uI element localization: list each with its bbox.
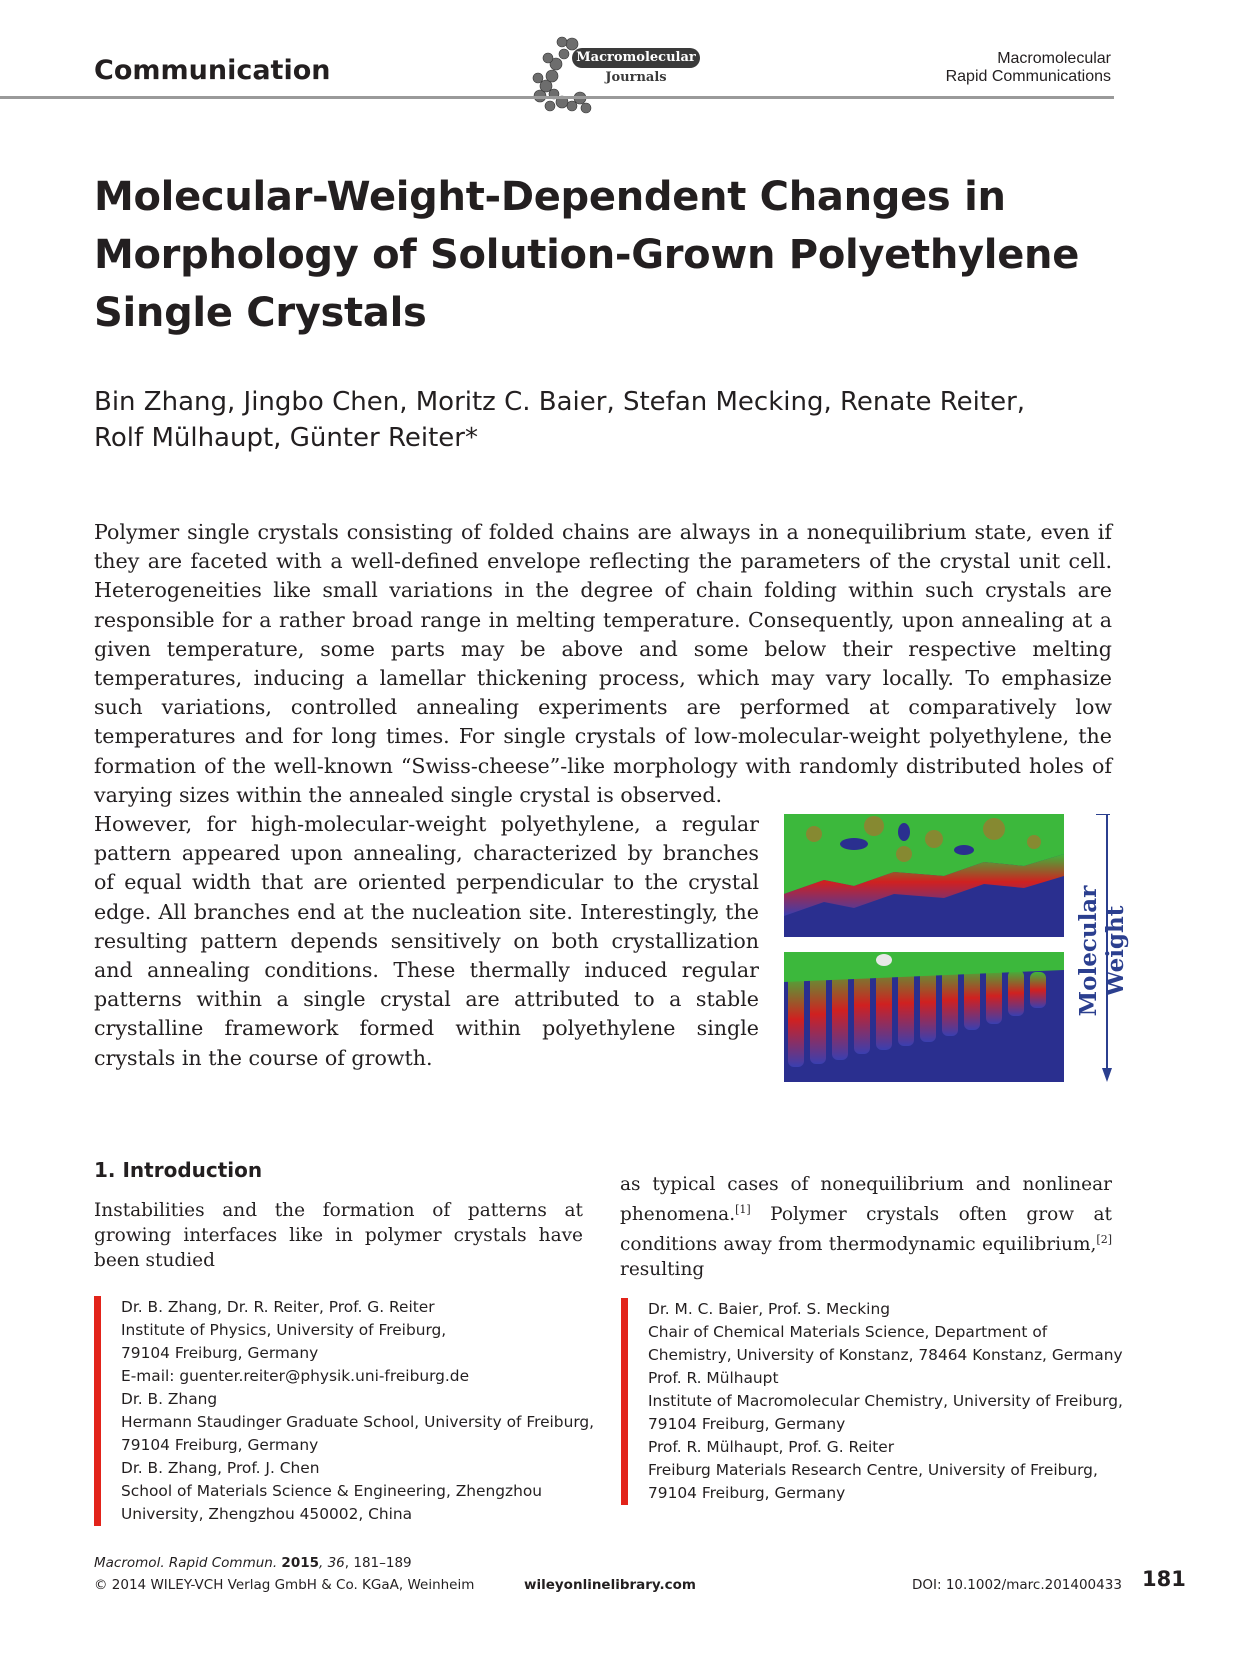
affiliation-line: 79104 Freiburg, Germany [648, 1415, 846, 1433]
abstract-part2: However, for high-molecular-weight polyethylene, a regular pattern appeared upon annealing, characterized by branches of equal width that are oriented perpendicular to the crystal edge. All branches end at the nucleation site. Interestingly, the resulting pattern depends sensitively on both crystallization and annealing conditions. These thermally induced regular patterns within a single crystal are attributed to a stable crystalline framework formed within polyethylene single crystals in the course of growth. [94, 812, 759, 1070]
section-label: Communication [94, 55, 331, 86]
intro-right-text-c: resulting [620, 1259, 705, 1281]
authors-line2: Rolf Mülhaupt, Günter Reiter* [94, 423, 478, 453]
affiliation-line: 79104 Freiburg, Germany [121, 1344, 319, 1362]
affiliations-right [621, 1298, 1121, 1505]
authors-line1: Bin Zhang, Jingbo Chen, Moritz C. Baier, Stefan Mecking, Renate Reiter, [94, 387, 1026, 417]
affiliation-line: Prof. R. Mülhaupt [648, 1369, 779, 1387]
afm-image-low-mw [784, 814, 1064, 937]
citation-year: 2015 [281, 1555, 319, 1571]
citation: Macromol. Rapid Commun. 2015, 36, 181–189 [94, 1555, 412, 1571]
reference-1[interactable]: [1] [735, 1203, 751, 1216]
page-number: 181 [1142, 1567, 1186, 1591]
journal-abbrev: Macromol. Rapid Commun. [94, 1555, 278, 1571]
logo-banner: Macromolecular [572, 48, 700, 68]
intro-right-column [620, 1172, 1112, 1282]
intro-left-column: Instabilities and the formation of patterns at growing interfaces like in polymer crystals have been studied [94, 1200, 583, 1271]
page-header [0, 0, 1241, 110]
author-list [94, 384, 1134, 456]
article-title: Molecular-Weight-Dependent Changes in Morphology of Solution-Grown Polyethylene Single Crystals [94, 174, 1080, 336]
toc-figure [784, 814, 1129, 1082]
affiliation-line: University, Zhengzhou 450002, China [121, 1505, 413, 1523]
journal-name [811, 50, 1111, 86]
journal-logo [520, 36, 700, 114]
affiliation-line: Dr. M. C. Baier, Prof. S. Mecking [648, 1300, 890, 1318]
affiliation-line: Dr. B. Zhang [121, 1390, 218, 1408]
affiliation-line: Freiburg Materials Research Centre, University of Freiburg, [648, 1461, 1098, 1479]
journal-name-line2: Rapid Communications [945, 68, 1111, 85]
doi-link[interactable]: DOI: 10.1002/marc.201400433 [912, 1577, 1122, 1593]
afm-image-high-mw [784, 952, 1064, 1082]
affiliation-line: Dr. B. Zhang, Dr. R. Reiter, Prof. G. Reiter [121, 1298, 435, 1316]
affiliation-line: Hermann Staudinger Graduate School, University of Freiburg, [121, 1413, 595, 1431]
copyright: © 2014 WILEY-VCH Verlag GmbH & Co. KGaA, Weinheim [94, 1577, 475, 1593]
affiliation-line: 79104 Freiburg, Germany [648, 1484, 846, 1502]
affiliation-line: Chair of Chemical Materials Science, Department of [648, 1323, 1048, 1341]
header-divider [0, 96, 1114, 99]
affiliation-line: Institute of Physics, University of Freiburg, [121, 1321, 447, 1339]
email-link[interactable]: E-mail: guenter.reiter@physik.uni-freiburg.de [121, 1367, 470, 1385]
affiliation-line: Prof. R. Mülhaupt, Prof. G. Reiter [648, 1438, 895, 1456]
affiliation-line: Chemistry, University of Konstanz, 78464 Konstanz, Germany [648, 1346, 1123, 1364]
abstract-part1: Polymer single crystals consisting of folded chains are always in a nonequilibrium state, even if they are faceted with a well-defined envelope reflecting the parameters of the crystal unit cell. Heterogeneities like small variations in the degree of chain folding within such crystals are responsible for a rather broad range in melting temperature. Consequently, upon annealing at a given temperature, some parts may be above and some below their respective melting temperatures, inducing a lamellar thickening process, which may vary locally. To emphasize such variations, controlled annealing experiments are performed at comparatively low temperatures and for long times. For single crystals of low-molecular-weight polyethylene, the formation of the well-known “Swiss-cheese”-like morphology with randomly distributed holes of varying sizes within the annealed single crystal is observed. [94, 520, 1112, 807]
journal-name-line1: Macromolecular [997, 50, 1111, 67]
intro-heading: 1. Introduction [94, 1158, 263, 1182]
intro-right-text-b: Polymer crystals often grow at conditions away from thermodynamic equilibrium, [620, 1204, 1112, 1256]
logo-subtitle: Journals [605, 70, 667, 85]
citation-volume: 36 [327, 1555, 345, 1571]
affiliation-line: Institute of Macromolecular Chemistry, University of Freiburg, [648, 1392, 1123, 1410]
molecular-weight-label: Molecular Weight [1075, 885, 1129, 1017]
affiliations-left [94, 1296, 594, 1526]
affiliation-line: 79104 Freiburg, Germany [121, 1436, 319, 1454]
website-link[interactable]: wileyonlinelibrary.com [524, 1577, 696, 1593]
citation-pages: , 181–189 [344, 1555, 412, 1571]
affiliation-line: School of Materials Science & Engineering, Zhengzhou [121, 1482, 543, 1500]
affiliation-line: Dr. B. Zhang, Prof. J. Chen [121, 1459, 320, 1477]
intro-right-text-a: as typical cases of nonequilibrium and nonlinear phenomena. [620, 1174, 1112, 1226]
reference-2[interactable]: [2] [1096, 1233, 1112, 1247]
